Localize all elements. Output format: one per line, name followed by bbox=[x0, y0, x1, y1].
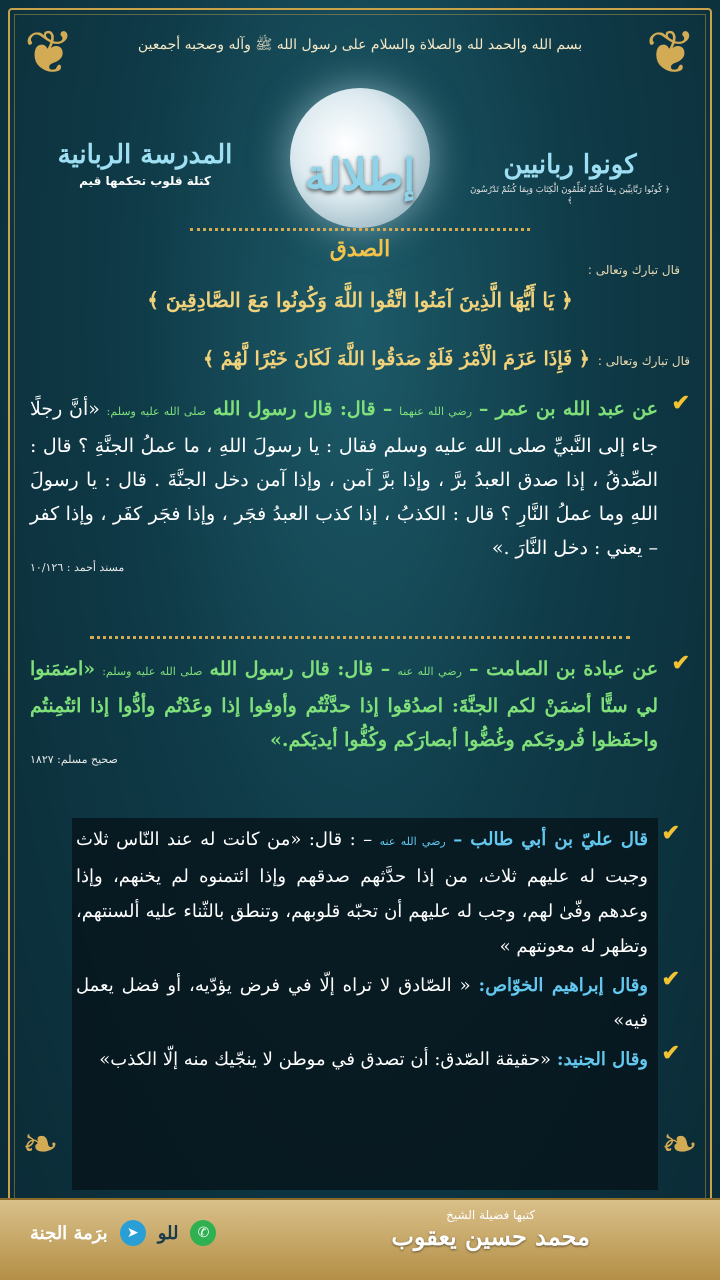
hadith-source: صحيح مسلم: ١٨٢٧ bbox=[30, 753, 118, 766]
divider-dots bbox=[190, 228, 530, 231]
honorific: رضي الله عنه bbox=[379, 835, 446, 848]
whatsapp-icon[interactable]: ✆ bbox=[190, 1220, 216, 1246]
honorific: رضي الله عنه bbox=[397, 665, 462, 678]
hadith-source: مسند أحمد : ١٠/١٢٦ bbox=[30, 561, 125, 574]
saying-speaker: وقال الجنيد: bbox=[556, 1049, 648, 1070]
saying-speaker: وقال إبراهيم الخوّاص: bbox=[478, 975, 648, 996]
telegram-icon[interactable]: ➤ bbox=[120, 1220, 146, 1246]
divider-dots bbox=[90, 636, 630, 639]
saying-speaker: قال عليّ بن أبي طالب – bbox=[453, 829, 648, 850]
check-icon: ✔ bbox=[671, 390, 690, 416]
hadith-body: «اضمَنوا لي ستًّا أضمَنْ لكم الجنَّةَ: اصدُقوا إذا حدَّثْتُم وأوفوا إذا وعَدْتُم وأدُّوا إذا ائتُمِنتُم واحفَظوا فُروجَكم وغُضُّوا أبصارَكم وكُفُّوا أيديَكم.» bbox=[30, 658, 658, 751]
saying-item bbox=[76, 822, 680, 964]
corner-ornament-icon: ❦ bbox=[645, 18, 696, 88]
brand-kunu-ayah: ﴿ كُونُوا رَبَّانِيِّينَ بِمَا كُنتُمْ تُعَلِّمُونَ الْكِتَابَ وَبِمَا كُنتُمْ تَدْرُسُونَ ﴾ bbox=[470, 185, 670, 206]
hadith-text bbox=[30, 392, 658, 565]
saying-text: – : قال: «من كانت له عند النّاس ثلاث وجبت له عليهم ثلاث، من إذا حدَّثهم صدقهم وإذا ائتمنوه لم يخنهم، وإذا وعدهم وفّىٰ لهم، وجب له عليهم أن تحبّه قلوبهم، وتنطق بالثّناء عليه ألسنتهم، وتظهر له معونتهم » bbox=[76, 829, 648, 957]
author-name: محمد حسين يعقوب bbox=[391, 1222, 590, 1251]
basmala: بسم الله والحمد لله والصلاة والسلام على رسول الله ﷺ وآله وصحبه أجمعين bbox=[137, 37, 583, 53]
channel-handle-short: للو bbox=[157, 1222, 179, 1244]
author-prefix: كتبها فضيلة الشيخ bbox=[446, 1208, 536, 1222]
salla: صلى الله عليه وسلم: bbox=[106, 405, 207, 418]
corner-ornament-icon: ❧ bbox=[661, 1119, 698, 1170]
saying-item bbox=[76, 968, 680, 1038]
narration-intro: – قال: قال رسول الله bbox=[212, 398, 393, 420]
check-icon: ✔ bbox=[661, 820, 680, 846]
footer bbox=[0, 1198, 720, 1280]
brand-kunu-name: كونوا ربانيين bbox=[503, 150, 637, 180]
brand-school-name: المدرسة الربانية bbox=[57, 140, 233, 170]
social-links bbox=[30, 1220, 216, 1246]
check-icon: ✔ bbox=[661, 966, 680, 992]
sayings-list bbox=[76, 822, 680, 1081]
brand-kunu bbox=[470, 150, 670, 206]
narration-intro: – قال: قال رسول الله bbox=[209, 658, 391, 680]
hadith-text bbox=[30, 652, 658, 757]
narrator: عن عبادة بن الصامت – bbox=[468, 658, 659, 680]
salla: صلى الله عليه وسلم: bbox=[102, 665, 203, 678]
ayah-2-row bbox=[30, 348, 690, 370]
corner-ornament-icon: ❦ bbox=[24, 18, 75, 88]
hadith-body: «أنَّ رجلًا جاء إلى النَّبيِّ صلى الله عليه وسلم فقال : يا رسولَ اللهِ ، ما عملُ الجنَّةِ ؟ قال : الصِّدقُ ، إذا صدق العبدُ برَّ ، وإذا برَّ آمن ، وإذا آمن دخل الجنَّةَ . قال : يا رسولَ اللهِ وما عملُ النَّارِ ؟ قال : الكذبُ ، إذا كذب العبدُ فجَر ، وإذا فجَر كفَر ، وإذا كفر – يعني : دخل النَّارَ .» bbox=[30, 398, 658, 559]
check-icon: ✔ bbox=[671, 650, 690, 676]
logo-title: إطلالة bbox=[304, 150, 416, 201]
saying-item bbox=[76, 1042, 680, 1077]
ayah-1: ﴿ يَا أَيُّهَا الَّذِينَ آمَنُوا اتَّقُوا اللَّهَ وَكُونُوا مَعَ الصَّادِقِينَ ﴾ bbox=[147, 288, 573, 312]
brand-school-tagline: كتلة قلوب تحكمها قيم bbox=[79, 174, 211, 188]
saying-text: «حقيقة الصّدق: أن تصدق في موطن لا ينجّيك منه إلّا الكذب» bbox=[99, 1049, 552, 1070]
hadith-2 bbox=[30, 652, 690, 766]
brand-school bbox=[50, 140, 240, 188]
honorific: رضي الله عنهما bbox=[399, 405, 473, 418]
ayah-2: ﴿ فَإِذَا عَزَمَ الْأَمْرُ فَلَوْ صَدَقُوا اللَّهَ لَكَانَ خَيْرًا لَّهُمْ ﴾ bbox=[203, 348, 590, 370]
page-title: الصدق bbox=[329, 236, 391, 262]
quote-intro: قال تبارك وتعالى : bbox=[587, 263, 680, 277]
hadith-1 bbox=[30, 392, 690, 574]
quote-intro: قال تبارك وتعالى : bbox=[597, 354, 690, 368]
author-signature bbox=[391, 1208, 590, 1251]
corner-ornament-icon: ❧ bbox=[22, 1119, 59, 1170]
saying-text: « الصّادق لا تراه إلّا في فرض يؤدّيه، أو فضل يعمل فيه» bbox=[76, 975, 648, 1031]
check-icon: ✔ bbox=[661, 1040, 680, 1066]
narrator: عن عبد الله بن عمر – bbox=[478, 398, 658, 420]
header bbox=[40, 80, 680, 230]
channel-handle: برَمة الجنة bbox=[30, 1222, 108, 1244]
